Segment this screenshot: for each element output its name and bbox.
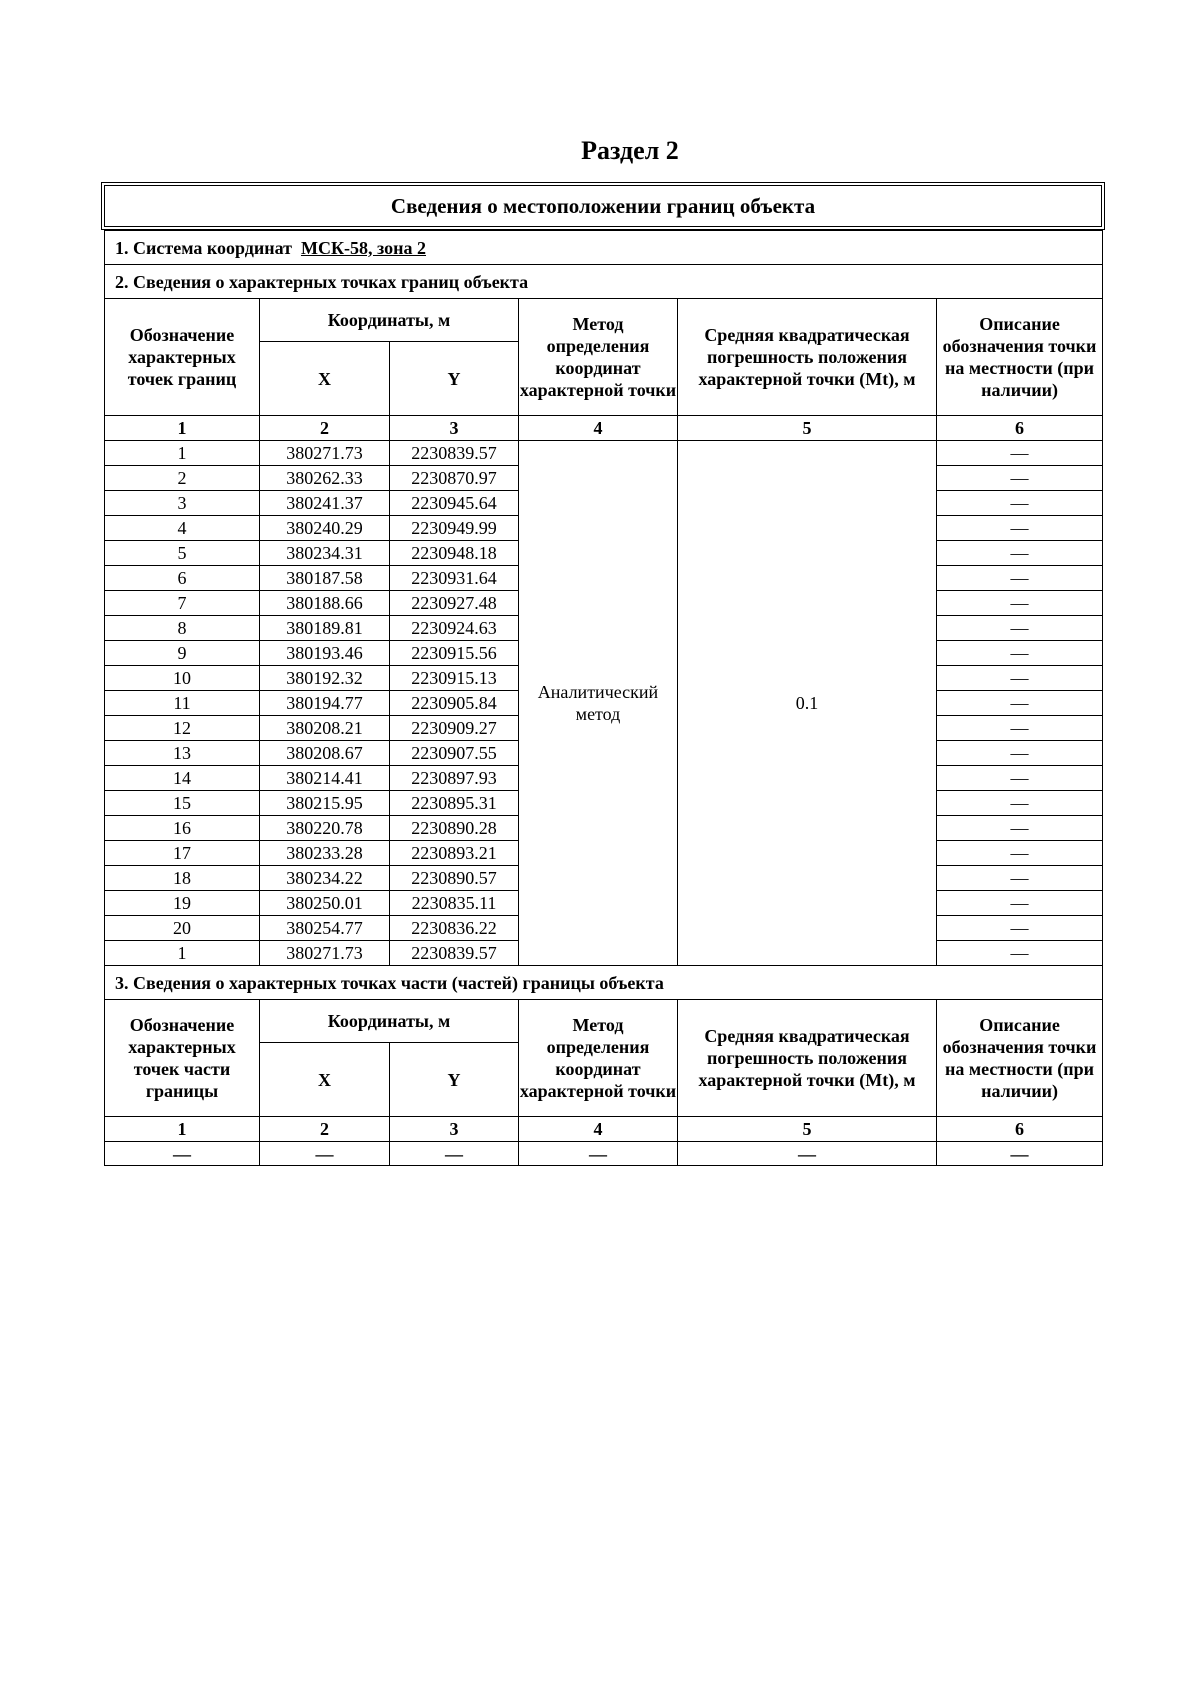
point-number: 16 — [105, 816, 260, 841]
point-x: 380188.66 — [260, 591, 390, 616]
boundary-table — [104, 230, 1103, 1166]
point-x: 380214.41 — [260, 766, 390, 791]
point-y: 2230945.64 — [390, 491, 519, 516]
point-x: 380220.78 — [260, 816, 390, 841]
point-y: 2230839.57 — [390, 941, 519, 966]
point-description: — — [937, 766, 1103, 791]
point-x: 380271.73 — [260, 441, 390, 466]
point-number: 6 — [105, 566, 260, 591]
header-x: X — [260, 1043, 390, 1117]
point-description: — — [937, 841, 1103, 866]
header-method: Метод определения координат характерной точки — [519, 1000, 678, 1117]
point-description: — — [937, 541, 1103, 566]
header-accuracy: Средняя квадратическая погрешность положения характерной точки (Mt), м — [678, 299, 937, 416]
col-num: 2 — [260, 416, 390, 441]
point-x: 380208.67 — [260, 741, 390, 766]
col-num: 6 — [937, 416, 1103, 441]
point-description: — — [937, 441, 1103, 466]
point-number: 8 — [105, 616, 260, 641]
column-numbers-row — [105, 1117, 1103, 1142]
point-y: 2230907.55 — [390, 741, 519, 766]
point-number: 5 — [105, 541, 260, 566]
empty-cell: — — [260, 1142, 390, 1166]
col-num: 3 — [390, 416, 519, 441]
point-description: — — [937, 891, 1103, 916]
point-number: 1 — [105, 441, 260, 466]
point-y: 2230905.84 — [390, 691, 519, 716]
empty-cell: — — [937, 1142, 1103, 1166]
point-number: 12 — [105, 716, 260, 741]
point-description: — — [937, 466, 1103, 491]
point-number: 18 — [105, 866, 260, 891]
col-num: 4 — [519, 416, 678, 441]
empty-cell: — — [519, 1142, 678, 1166]
point-description: — — [937, 491, 1103, 516]
point-y: 2230839.57 — [390, 441, 519, 466]
point-y: 2230897.93 — [390, 766, 519, 791]
box-title: Сведения о местоположении границ объекта — [104, 185, 1102, 227]
col-num: 2 — [260, 1117, 390, 1142]
point-y: 2230931.64 — [390, 566, 519, 591]
point-x: 380193.46 — [260, 641, 390, 666]
point-number: 11 — [105, 691, 260, 716]
point-number: 9 — [105, 641, 260, 666]
point-x: 380254.77 — [260, 916, 390, 941]
empty-cell: — — [678, 1142, 937, 1166]
section2-label: 2. Сведения о характерных точках границ объекта — [105, 265, 1103, 299]
point-x: 380250.01 — [260, 891, 390, 916]
column-numbers-row — [105, 416, 1103, 441]
col-num: 1 — [105, 416, 260, 441]
point-x: 380215.95 — [260, 791, 390, 816]
point-number: 13 — [105, 741, 260, 766]
point-description: — — [937, 941, 1103, 966]
point-number: 3 — [105, 491, 260, 516]
point-y: 2230870.97 — [390, 466, 519, 491]
point-x: 380271.73 — [260, 941, 390, 966]
empty-parts-row — [105, 1142, 1103, 1166]
point-number: 20 — [105, 916, 260, 941]
point-x: 380233.28 — [260, 841, 390, 866]
point-y: 2230836.22 — [390, 916, 519, 941]
point-x: 380192.32 — [260, 666, 390, 691]
point-x: 380208.21 — [260, 716, 390, 741]
point-y: 2230893.21 — [390, 841, 519, 866]
point-y: 2230924.63 — [390, 616, 519, 641]
header-x: X — [260, 342, 390, 416]
point-number: 7 — [105, 591, 260, 616]
point-description: — — [937, 816, 1103, 841]
header-method: Метод определения координат характерной точки — [519, 299, 678, 416]
col-num: 3 — [390, 1117, 519, 1142]
point-number: 14 — [105, 766, 260, 791]
document-sheet — [104, 185, 1102, 1166]
point-x: 380234.22 — [260, 866, 390, 891]
point-y: 2230927.48 — [390, 591, 519, 616]
section3-label: 3. Сведения о характерных точках части (частей) границы объекта — [105, 966, 1103, 1000]
point-x: 380187.58 — [260, 566, 390, 591]
table-row — [105, 441, 1103, 466]
point-y: 2230895.31 — [390, 791, 519, 816]
point-description: — — [937, 566, 1103, 591]
header-coords: Координаты, м — [260, 1000, 519, 1043]
point-y: 2230915.56 — [390, 641, 519, 666]
header-y: Y — [390, 1043, 519, 1117]
header-accuracy: Средняя квадратическая погрешность положения характерной точки (Mt), м — [678, 1000, 937, 1117]
accuracy-value: 0.1 — [678, 441, 937, 966]
point-description: — — [937, 791, 1103, 816]
method-value: Аналитический метод — [519, 441, 678, 966]
point-description: — — [937, 741, 1103, 766]
point-x: 380241.37 — [260, 491, 390, 516]
header-description: Описание обозначения точки на местности (при наличии) — [937, 299, 1103, 416]
point-number: 15 — [105, 791, 260, 816]
col-num: 4 — [519, 1117, 678, 1142]
point-x: 380240.29 — [260, 516, 390, 541]
point-description: — — [937, 866, 1103, 891]
empty-cell: — — [105, 1142, 260, 1166]
point-x: 380194.77 — [260, 691, 390, 716]
header-designation: Обозначение характерных точек части границы — [105, 1000, 260, 1117]
header-coords: Координаты, м — [260, 299, 519, 342]
point-description: — — [937, 591, 1103, 616]
col-num: 6 — [937, 1117, 1103, 1142]
section1-label: 1. Система координат — [115, 237, 292, 258]
point-description: — — [937, 616, 1103, 641]
col-num: 5 — [678, 416, 937, 441]
point-x: 380189.81 — [260, 616, 390, 641]
page-title: Раздел 2 — [581, 136, 679, 165]
point-number: 10 — [105, 666, 260, 691]
point-description: — — [937, 516, 1103, 541]
point-y: 2230835.11 — [390, 891, 519, 916]
empty-cell: — — [390, 1142, 519, 1166]
point-y: 2230890.57 — [390, 866, 519, 891]
point-y: 2230915.13 — [390, 666, 519, 691]
point-x: 380234.31 — [260, 541, 390, 566]
point-description: — — [937, 691, 1103, 716]
section1-row — [105, 231, 1103, 265]
header-description: Описание обозначения точки на местности (при наличии) — [937, 1000, 1103, 1117]
point-description: — — [937, 916, 1103, 941]
col-num: 5 — [678, 1117, 937, 1142]
point-number: 1 — [105, 941, 260, 966]
point-number: 4 — [105, 516, 260, 541]
point-y: 2230948.18 — [390, 541, 519, 566]
point-number: 19 — [105, 891, 260, 916]
point-y: 2230949.99 — [390, 516, 519, 541]
coordinate-system-value: МСК-58, зона 2 — [300, 237, 427, 258]
point-number: 2 — [105, 466, 260, 491]
col-num: 1 — [105, 1117, 260, 1142]
point-y: 2230909.27 — [390, 716, 519, 741]
header-y: Y — [390, 342, 519, 416]
point-number: 17 — [105, 841, 260, 866]
point-description: — — [937, 641, 1103, 666]
point-x: 380262.33 — [260, 466, 390, 491]
header-designation: Обозначение характерных точек границ — [105, 299, 260, 416]
point-description: — — [937, 716, 1103, 741]
point-y: 2230890.28 — [390, 816, 519, 841]
point-description: — — [937, 666, 1103, 691]
